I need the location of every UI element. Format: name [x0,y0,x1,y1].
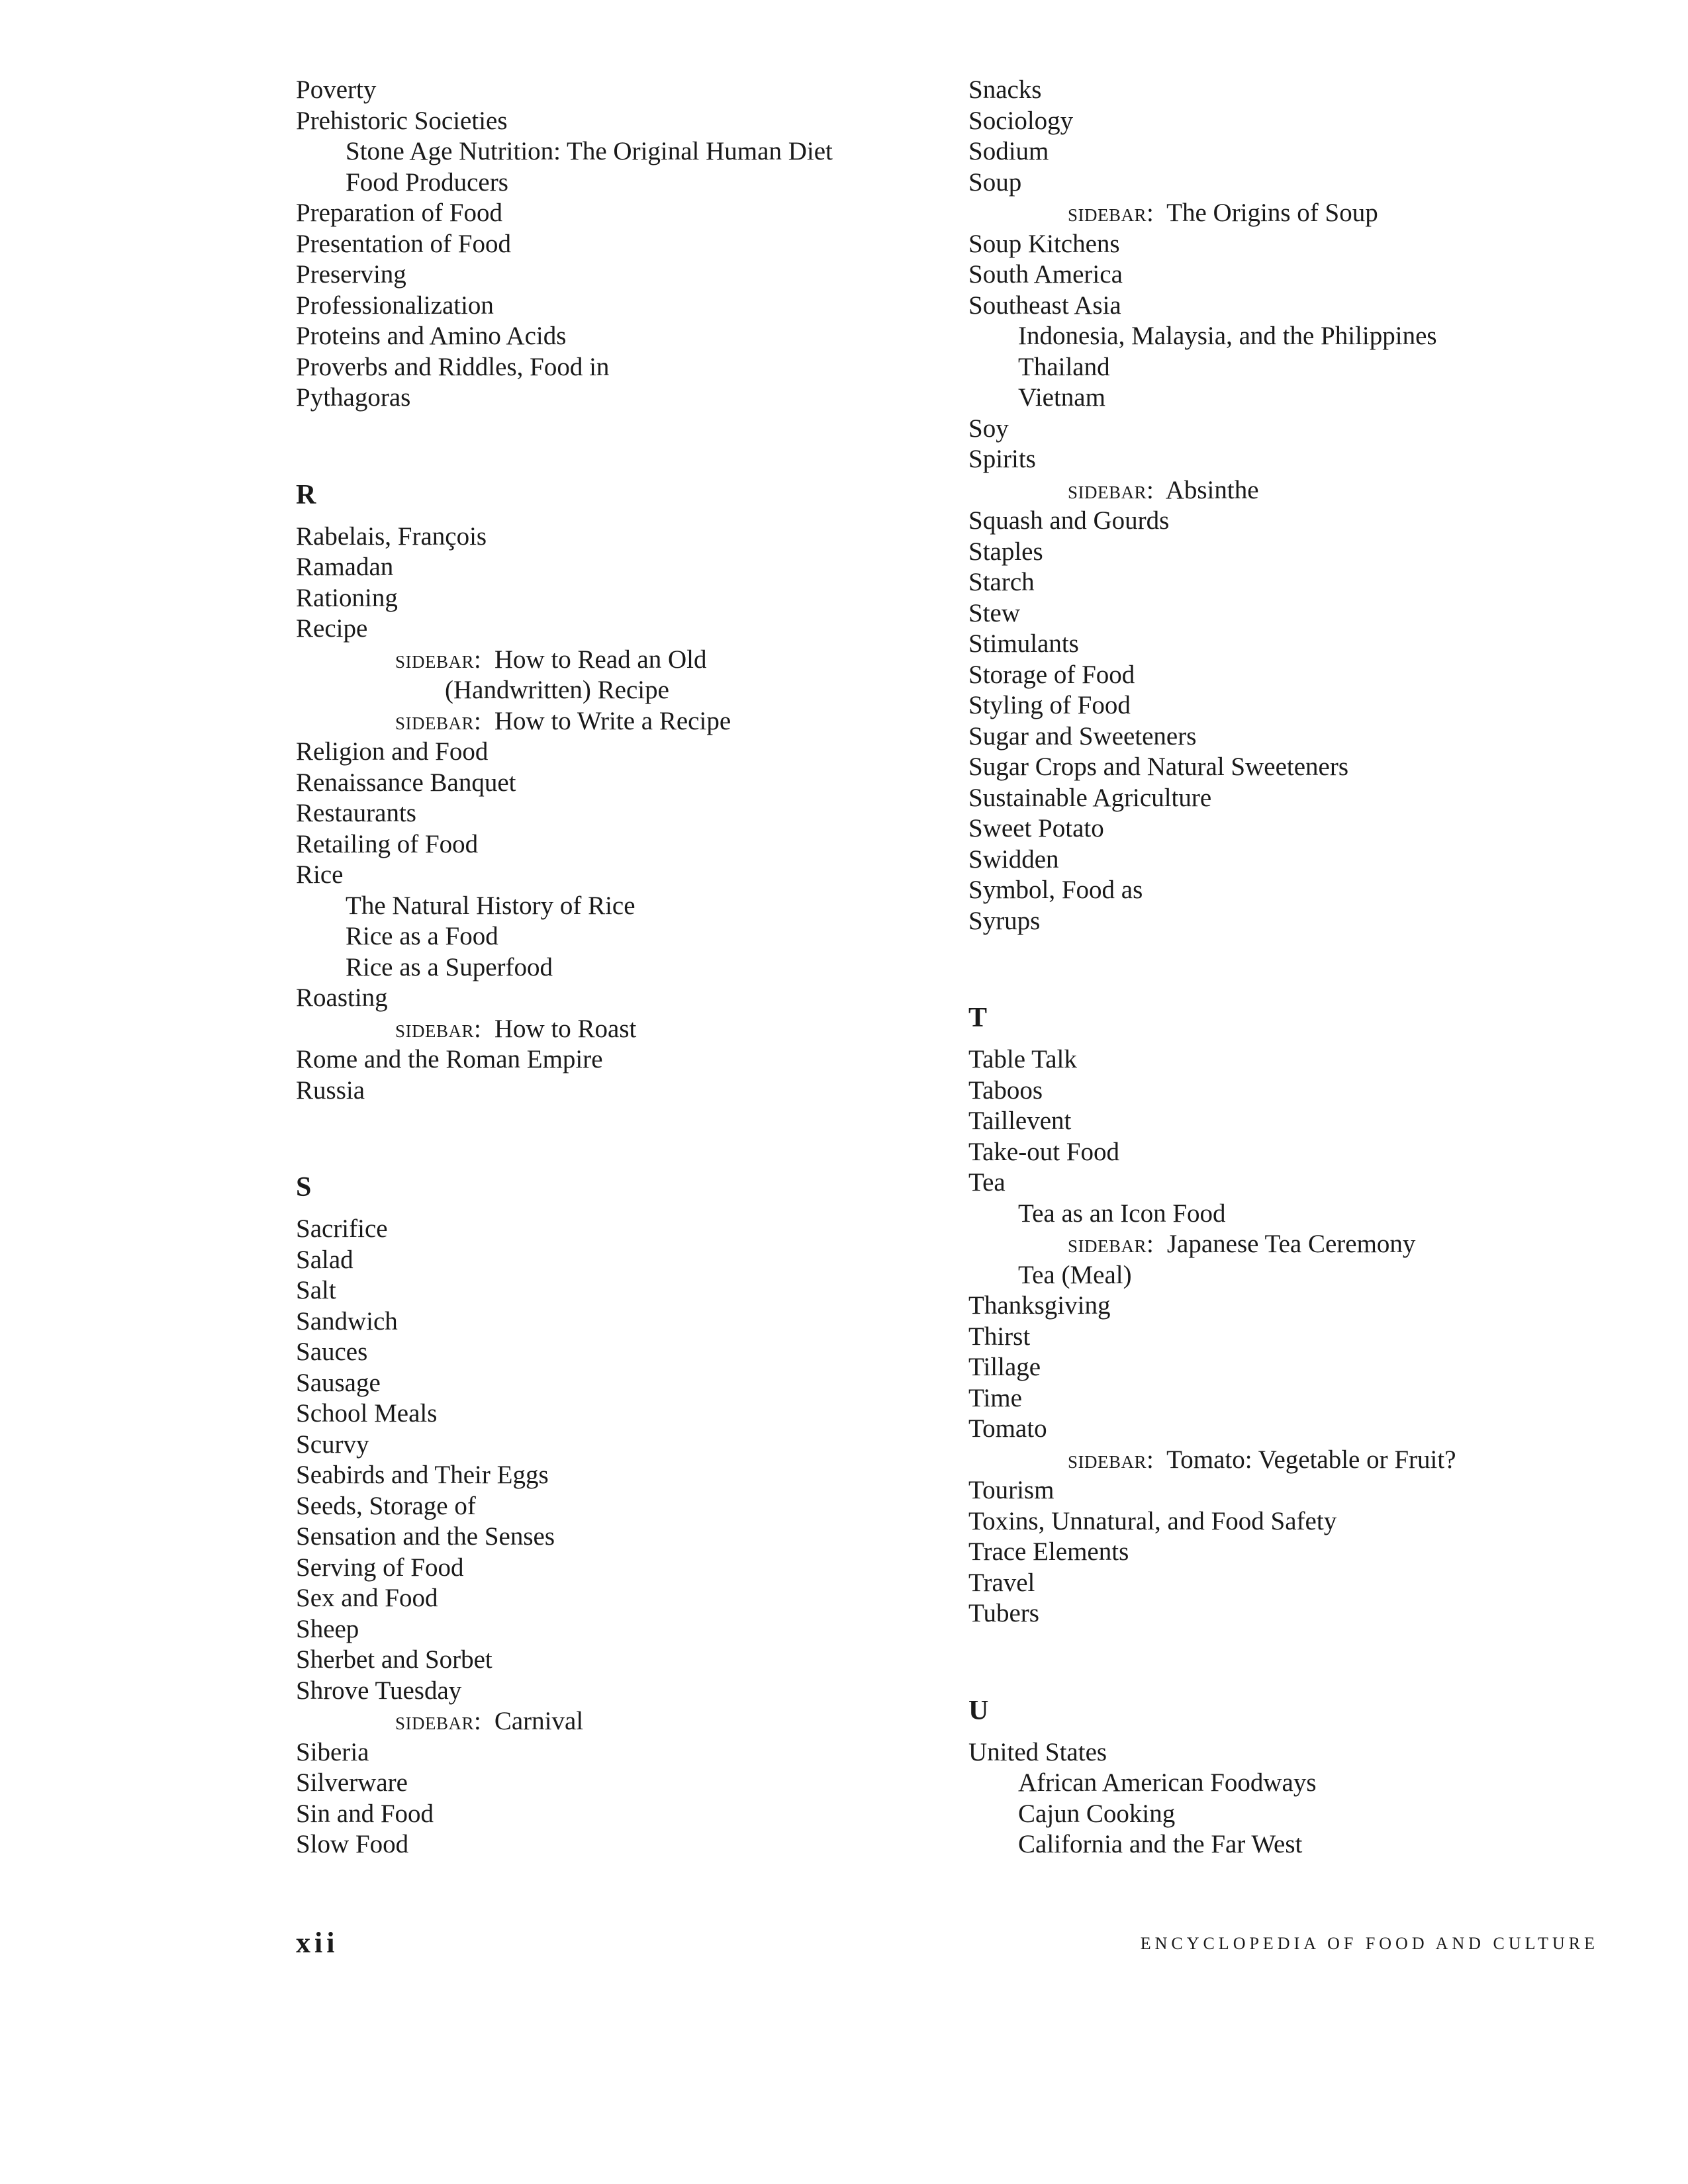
index-entry: Tillage [968,1353,1041,1381]
index-subentry: Food Producers [346,167,508,197]
index-entry: Storage of Food [968,660,1135,689]
index-entry: Salad [296,1245,353,1274]
sidebar-entry [968,475,1630,506]
sidebar-title: Tomato: Vegetable or Fruit? [1166,1445,1456,1474]
section-spacer [968,1629,1630,1696]
index-entry: Stimulants [968,629,1079,658]
index-subentry: Thailand [1018,352,1110,381]
index-entry: Rice [296,860,344,889]
index-entry: Scurvy [296,1430,369,1459]
index-entry: Styling of Food [968,691,1131,719]
index-entry: Toxins, Unnatural, and Food Safety [968,1506,1337,1535]
index-entry: Sacrifice [296,1214,388,1243]
index-entry: Tourism [968,1476,1055,1504]
index-entry: Recipe [296,614,368,643]
index-entry: Retailing of Food [296,829,479,858]
index-subentry: Stone Age Nutrition: The Original Human Diet [346,137,833,165]
sidebar-title: How to Write a Recipe [494,706,731,735]
sidebar-entry [296,706,931,737]
index-entry: Sociology [968,106,1074,135]
index-entry: Proverbs and Riddles, Food in [296,352,610,381]
sidebar-entry [968,1445,1630,1476]
index-entry: Symbol, Food as [968,876,1143,904]
sidebar-title: How to Read an Old [494,645,707,674]
index-entry: Soup Kitchens [968,229,1120,258]
index-subentry: Rice as a Food [346,922,498,950]
index-entry: Trace Elements [968,1537,1129,1566]
index-entry: Tomato [968,1414,1047,1443]
index-entry: Southeast Asia [968,291,1121,320]
index-entry: Rabelais, François [296,522,487,551]
sidebar-title: Carnival [494,1707,584,1735]
index-entry: Time [968,1383,1022,1412]
index-entry: Table Talk [968,1045,1077,1073]
index-entry: Sex and Food [296,1584,438,1612]
index-entry: Renaissance Banquet [296,768,516,797]
section-spacer [968,936,1630,1003]
sidebar-entry [296,645,931,676]
sidebar-entry [296,1014,931,1045]
index-subentry: Tea as an Icon Food [1018,1199,1226,1228]
sidebar-entry [968,198,1630,229]
index-subentry: Rice as a Superfood [346,952,553,981]
index-entry: Spirits [968,445,1036,473]
index-entry: Soup [968,167,1022,197]
index-entry: South America [968,260,1123,289]
index-subentry: Vietnam [1018,383,1105,412]
index-entry: Preserving [296,260,406,289]
section-letter: S [296,1172,312,1203]
index-entry: Silverware [296,1768,408,1797]
index-entry: United States [968,1737,1107,1766]
index-subentry: Tea (Meal) [1018,1260,1132,1289]
sidebar-label: sidebar: [395,706,482,735]
index-entry: Sherbet and Sorbet [296,1645,492,1674]
index-entry: Shrove Tuesday [296,1676,462,1705]
index-entry: Sensation and the Senses [296,1522,555,1551]
index-entry: Swidden [968,844,1059,874]
sidebar-label: sidebar: [395,1014,482,1043]
index-entry: Sauces [296,1338,368,1366]
sidebar-label: sidebar: [395,1707,482,1735]
index-entry: Slow Food [296,1830,409,1858]
index-entry: Rome and the Roman Empire [296,1045,603,1073]
index-entry: Sandwich [296,1306,398,1336]
sidebar-label: sidebar: [1068,1445,1154,1474]
index-subentry: The Natural History of Rice [346,891,635,920]
index-entry: Stew [968,598,1020,627]
index-entry: Snacks [968,75,1042,104]
section-letter: T [968,1003,988,1033]
index-subentry: African American Foodways [1018,1768,1317,1797]
index-subentry: Indonesia, Malaysia, and the Philippines [1018,322,1437,350]
index-entry: Salt [296,1276,336,1304]
index-entry: School Meals [296,1399,438,1428]
right-column [968,75,1630,1860]
sidebar-title: Absinthe [1165,475,1259,504]
index-entry: Seeds, Storage of [296,1491,476,1520]
index-entry: Tea [968,1168,1006,1197]
index-entry: Staples [968,537,1043,566]
sidebar-label: sidebar: [395,645,482,674]
running-title: ENCYCLOPEDIA OF FOOD AND CULTURE [1140,1934,1599,1953]
index-entry: Take-out Food [968,1137,1119,1166]
index-entry: Roasting [296,983,388,1012]
index-entry: Tubers [968,1599,1039,1627]
index-entry: Thanksgiving [968,1291,1111,1320]
index-entry: Rationing [296,583,398,612]
section-spacer [296,414,931,480]
section-letter: U [968,1695,989,1726]
sidebar-label: sidebar: [1068,1230,1154,1258]
index-entry: Russia [296,1075,365,1105]
index-entry: Thirst [968,1322,1031,1351]
index-entry: Starch [968,568,1035,596]
left-column [296,75,931,1860]
index-entry: Prehistoric Societies [296,106,508,135]
index-entry: Religion and Food [296,737,489,766]
sidebar-title: The Origins of Soup [1166,199,1378,227]
index-entry: Poverty [296,75,377,104]
index-entry: Sodium [968,137,1049,165]
index-entry: Sustainable Agriculture [968,783,1212,812]
index-entry: Soy [968,414,1009,443]
index-entry: Serving of Food [296,1553,464,1582]
index-entry: Sheep [296,1614,359,1643]
index-entry: Proteins and Amino Acids [296,322,567,350]
sidebar-label: sidebar: [1068,475,1154,504]
page-number: xii [296,1927,339,1959]
index-subentry: (Handwritten) Recipe [445,676,669,704]
index-entry: Preparation of Food [296,199,502,227]
index-entry: Sausage [296,1368,381,1397]
section-letter: R [296,479,316,510]
index-subentry: Cajun Cooking [1018,1799,1176,1828]
index-entry: Taboos [968,1075,1043,1105]
sidebar-title: Japanese Tea Ceremony [1166,1230,1416,1258]
index-entry: Squash and Gourds [968,506,1170,535]
index-entry: Ramadan [296,553,394,581]
index-entry: Pythagoras [296,383,411,412]
index-entry: Sweet Potato [968,814,1104,842]
index-entry: Sugar Crops and Natural Sweeteners [968,752,1349,781]
sidebar-entry [296,1706,931,1737]
index-subentry: California and the Far West [1018,1830,1303,1858]
sidebar-title: How to Roast [494,1014,637,1043]
index-entry: Sin and Food [296,1799,434,1828]
index-entry: Seabirds and Their Eggs [296,1461,549,1489]
index-entry: Professionalization [296,291,494,320]
index-entry: Presentation of Food [296,229,511,258]
index-entry: Restaurants [296,799,416,827]
index-entry: Syrups [968,906,1041,935]
index-entry: Siberia [296,1737,369,1766]
index-entry: Travel [968,1568,1035,1597]
index-entry: Taillevent [968,1107,1072,1135]
sidebar-label: sidebar: [1068,199,1154,227]
sidebar-entry [968,1229,1630,1260]
section-spacer [296,1106,931,1172]
index-entry: Sugar and Sweeteners [968,721,1197,751]
